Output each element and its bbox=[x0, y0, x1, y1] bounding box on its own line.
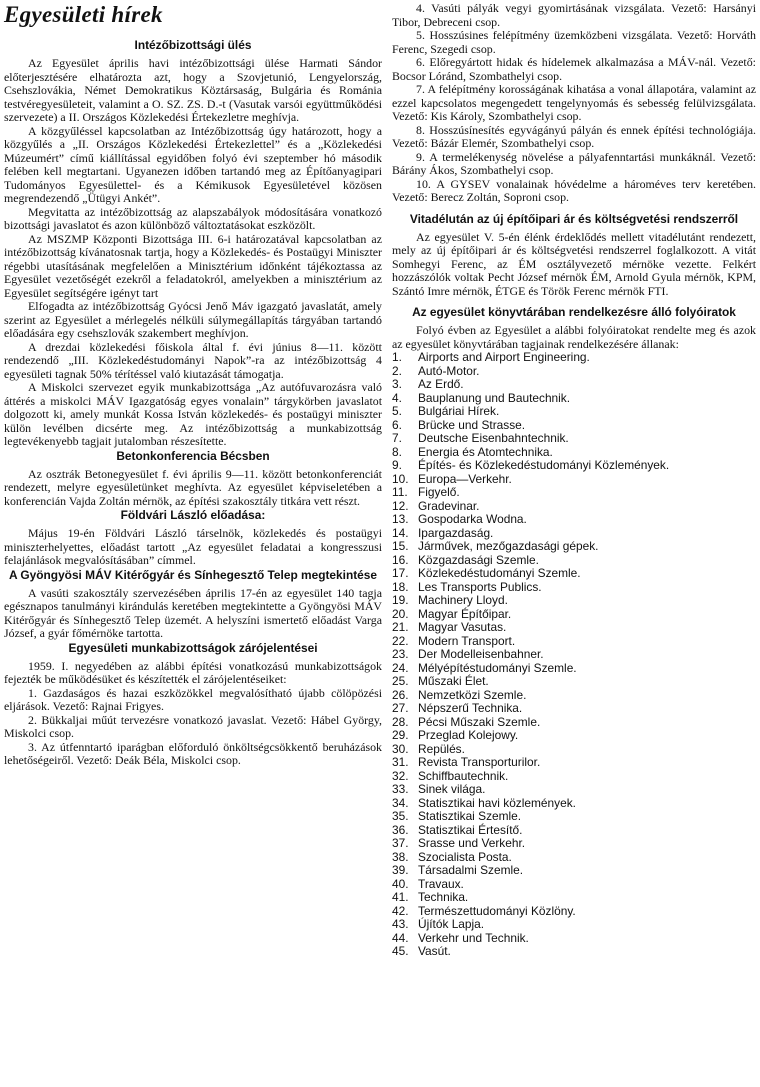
journal-title: Autó-Motor. bbox=[418, 363, 480, 378]
journal-number: 25. bbox=[392, 674, 409, 688]
paragraph: Az MSZMP Központi Bizottsága III. 6-i határozatával kapcsolatban az intézőbizottság kívánatosnak tartja, hogy a Közlekedés- és Postaügyi Miniszter régebbi utasításának megfelelően a Minisztérium időnként tájékoztassa az Egyesület vezetőségét ezekről a feladatokról, amelyekben a minisztérium az Egyesület segítségére igényt tart bbox=[4, 231, 382, 300]
section-heading: Az egyesület könyvtárában rendelkezésre álló folyóiratok bbox=[412, 305, 736, 319]
journal-list-item bbox=[392, 743, 756, 757]
journal-number: 35. bbox=[392, 809, 409, 823]
journal-list-item bbox=[392, 810, 756, 824]
journal-number: 22. bbox=[392, 633, 409, 648]
journal-list-item bbox=[392, 459, 756, 473]
journal-list-item bbox=[392, 851, 756, 865]
section-intezobizottsagi-ules bbox=[4, 38, 382, 449]
journal-list bbox=[392, 351, 756, 959]
journal-list-item bbox=[392, 864, 756, 878]
journal-number: 40. bbox=[392, 876, 409, 891]
journal-title: Nemzetközi Szemle. bbox=[418, 687, 527, 702]
journal-list-item bbox=[392, 675, 756, 689]
journal-title: Pécsi Műszaki Szemle. bbox=[418, 714, 541, 729]
journal-number: 15. bbox=[392, 539, 409, 553]
journal-list-item bbox=[392, 432, 756, 446]
journal-list-item bbox=[392, 594, 756, 608]
journal-list-item bbox=[392, 756, 756, 770]
journal-number: 42. bbox=[392, 903, 409, 918]
paragraph: A vasúti szakosztály szervezésében április 17-én az egyesület 140 tagja egésznapos tanulmányi kirándulás keretében megtekintette a Gyöngyösi MÁV Kitérőgyár és Sínhegesztő Telep üzemét. A helyszíni ismertető előadást Varga József, a gyár főmérnöke tartotta. bbox=[4, 585, 382, 640]
journal-list-item bbox=[392, 567, 756, 581]
journal-number: 44. bbox=[392, 930, 409, 945]
section-heading: Földvári László előadása: bbox=[120, 508, 266, 522]
journal-title: Építés- és Közlekedéstudományi Közlemények. bbox=[418, 458, 670, 472]
journal-number: 5. bbox=[392, 404, 402, 418]
journal-number: 30. bbox=[392, 741, 409, 756]
journal-number: 2. bbox=[392, 363, 402, 378]
journal-number: 33. bbox=[392, 782, 409, 796]
journal-list-item bbox=[392, 540, 756, 554]
journal-number: 18. bbox=[392, 579, 409, 594]
journal-title: Újítók Lapja. bbox=[418, 917, 485, 931]
journal-number: 11. bbox=[392, 485, 408, 499]
journal-title: Gradevinar. bbox=[418, 498, 480, 513]
paragraph: Május 19-én Földvári László társelnök, közlekedés és postaügyi miniszterhelyettes, előadást tartott „Az egyesület feladatai a kongresszusi felajánlások megvalósításában” címmel. bbox=[4, 526, 382, 567]
journal-number: 45. bbox=[392, 944, 409, 958]
journal-list-item bbox=[392, 446, 756, 460]
right-column bbox=[392, 2, 756, 959]
journal-list-item bbox=[392, 729, 756, 743]
list-item: 7. A felépítmény korosságának kihatása a vonal állapotára, valamint az ezzel kapcsolatos megengedett tengelynyomás és sebesség felülvizsgálata. Vezető: Kis Károly, Szombathelyi csop. bbox=[392, 82, 756, 123]
journal-list-item bbox=[392, 500, 756, 514]
journal-number: 39. bbox=[392, 863, 409, 877]
journal-title: Srasse und Verkehr. bbox=[418, 836, 526, 850]
journal-list-item bbox=[392, 891, 756, 905]
journal-number: 28. bbox=[392, 714, 409, 729]
journal-list-item bbox=[392, 702, 756, 716]
journal-title: Przeglad Kolejowy. bbox=[418, 728, 519, 742]
journal-title: Europa—Verkehr. bbox=[418, 471, 512, 486]
section-munkabizottsagok bbox=[4, 641, 382, 768]
journal-list-item bbox=[392, 918, 756, 932]
paragraph: 2. Bükkaljai műút tervezésre vonatkozó javaslat. Vezető: Hábel György, Miskolci csop. bbox=[4, 712, 382, 740]
journal-title: Mélyépítéstudományi Szemle. bbox=[418, 660, 577, 675]
journal-number: 17. bbox=[392, 566, 409, 580]
journal-number: 31. bbox=[392, 755, 409, 769]
journal-title: Gospodarka Wodna. bbox=[418, 512, 527, 526]
paragraph: A közgyűléssel kapcsolatban az Intézőbizottság úgy határozott, hogy a közgyűlés a „II. Országos Közlekedési Értekezlettel” és a „Közlekedési Múzeumért” című kiállítással egyidőben folyó évi szeptember hó második felében kell megtartani. Ugyanezen időben tartandó meg az Építőanyagipari Tudományos Egyesülettel- és a Kémikusok Egyesületével közösen megrendezendő „Ütügyi Ankét”. bbox=[4, 123, 382, 205]
paragraph: 1959. I. negyedében az alábbi építési vonatkozású munkabizottságok fejezték be működésüket és készítették el zárójelentéseiket: bbox=[4, 658, 382, 686]
journal-list-item bbox=[392, 527, 756, 541]
journal-list-item bbox=[392, 797, 756, 811]
section-heading: Betonkonferencia Bécsben bbox=[116, 448, 270, 463]
section-foldvari-eloadas bbox=[4, 508, 382, 568]
paragraph: Elfogadta az intézőbizottság Gyócsi Jenő Máv igazgató javaslatát, amely szerint az Egyesület a mérlegelés nélküli súlymegállapítás tárgyában tartandó előadására egy csehszlovák szakembert meghívjon. bbox=[4, 299, 382, 340]
journal-list-item bbox=[392, 635, 756, 649]
section-betonkonferencia bbox=[4, 449, 382, 509]
journal-title: Airports and Airport Engineering. bbox=[418, 350, 590, 364]
journal-title: Az Erdő. bbox=[418, 377, 464, 391]
journal-list-item bbox=[392, 392, 756, 406]
paragraph: A Miskolci szervezet egyik munkabizottsága „Az autófuvarozásra való áttérés a miskolci MÁV Igazgatóság egyes vonalain” tárgykörben javaslatot dolgozott ki, amely munkát Kossa István közlekedés- és postaügyi miniszter külön levélben dicsérte meg. Az intézőbizottság a munkabizottság legtevékenyebb tagjait jutalomban részesítette. bbox=[4, 380, 382, 448]
paragraph: 3. Az útfenntartó iparágban előforduló önköltségcsökkentő beruházások lehetőségeiről. Vezető: Deák Béla, Miskolci csop. bbox=[4, 739, 382, 767]
journal-list-item bbox=[392, 945, 756, 959]
journal-number: 24. bbox=[392, 660, 409, 675]
journal-list-item bbox=[392, 365, 756, 379]
journal-number: 43. bbox=[392, 917, 409, 931]
journal-number: 7. bbox=[392, 431, 402, 445]
section-heading: Intézőbizottsági ülés bbox=[134, 38, 252, 52]
journal-number: 13. bbox=[392, 512, 409, 526]
journal-number: 37. bbox=[392, 836, 409, 850]
journal-number: 3. bbox=[392, 377, 402, 391]
journal-title: Der Modelleisenbahner. bbox=[418, 647, 544, 661]
list-item: 6. Előregyártott hidak és hídelemek alkalmazása a MÁV-nál. Vezető: Bocsor Lóránd, Szombathelyi csop. bbox=[392, 55, 756, 83]
journal-list-item bbox=[392, 419, 756, 433]
journal-list-item bbox=[392, 648, 756, 662]
paragraph: Az Egyesület április havi intézőbizottsági ülése Harmati Sándor előterjesztésére elhatározta azt, hogy a Szovjetunió, Lengyelország, Csehszlovákia, Német Demokratikus Köztársaság, Bulgária és Románia testvéregyesületeit, valamint a O. SZ. ZS. D.-t (Vasutak varsói együttműködési szervezete) a II. Országos Közlekedési Értekezletre meghívja. bbox=[4, 56, 382, 124]
journal-number: 27. bbox=[392, 701, 409, 715]
journal-title: Verkehr und Technik. bbox=[418, 930, 529, 945]
journal-number: 9. bbox=[392, 458, 402, 472]
journal-list-item bbox=[392, 554, 756, 568]
list-item: 4. Vasúti pályák vegyi gyomirtásának vizsgálata. Vezető: Harsányi Tibor, Debreceni csop. bbox=[392, 1, 756, 29]
journal-list-item bbox=[392, 473, 756, 487]
paragraph: Az egyesület V. 5-én élénk érdeklődés mellett vitadélutánt rendezett, mely az új építőipari ár és költségvetési rendszerrel foglalkozott. A vitát Somhegyi Ferenc, az ÉM osztályvezető mérnöke vezette. Felkért hozzászólók voltak Pecht József mérnök ÉM, Arnold Gyula mérnök, KPM, Szántó Imre mérnök, ÉTGE és Török Ferenc mérnök FTI. bbox=[392, 229, 756, 298]
journal-list-item bbox=[392, 486, 756, 500]
journal-number: 12. bbox=[392, 498, 409, 513]
journal-list-item bbox=[392, 878, 756, 892]
section-konyvtar-folyoiratok bbox=[392, 305, 756, 959]
journal-number: 1. bbox=[392, 350, 402, 364]
journal-list-item bbox=[392, 905, 756, 919]
section-heading: A Gyöngyösi MÁV Kitérőgyár és Sínhegesztő Telep megtekintése bbox=[8, 567, 378, 582]
journal-number: 32. bbox=[392, 768, 409, 783]
journal-title: Népszerű Technika. bbox=[418, 701, 523, 715]
journal-list-item bbox=[392, 824, 756, 838]
journal-list-item bbox=[392, 608, 756, 622]
journal-number: 23. bbox=[392, 647, 409, 661]
journal-title: Műszaki Élet. bbox=[418, 674, 489, 688]
journal-title: Statisztikai Szemle. bbox=[418, 809, 522, 823]
journal-number: 6. bbox=[392, 417, 402, 432]
journal-title: Les Transports Publics. bbox=[418, 579, 542, 594]
journal-list-item bbox=[392, 716, 756, 730]
journal-number: 16. bbox=[392, 552, 409, 567]
journal-title: Szocialista Posta. bbox=[418, 849, 512, 864]
journal-title: Magyar Építőipar. bbox=[418, 606, 512, 621]
journal-title: Modern Transport. bbox=[418, 633, 516, 648]
journal-title: Brücke und Strasse. bbox=[418, 417, 526, 432]
journal-list-item bbox=[392, 662, 756, 676]
journal-number: 29. bbox=[392, 728, 409, 742]
journal-title: Energia és Atomtechnika. bbox=[418, 444, 553, 459]
journal-title: Közgazdasági Szemle. bbox=[418, 552, 539, 567]
section-heading: Egyesületi munkabizottságok zárójelentései bbox=[68, 640, 318, 655]
section-heading: Vitadélután az új építőipari ár és költségvetési rendszerről bbox=[409, 211, 739, 226]
list-item: 10. A GYSEV vonalainak hóvédelme a hároméves terv keretében. Vezető: Berecz Zoltán, Soproni csop. bbox=[392, 176, 756, 204]
journal-list-item bbox=[392, 783, 756, 797]
journal-number: 36. bbox=[392, 822, 409, 837]
journal-title: Figyelő. bbox=[418, 485, 460, 499]
journal-title: Bulgáriai Hírek. bbox=[418, 404, 500, 418]
journal-title: Schiffbautechnik. bbox=[418, 768, 509, 783]
journal-list-item bbox=[392, 621, 756, 635]
journal-number: 19. bbox=[392, 593, 409, 607]
journal-list-item bbox=[392, 513, 756, 527]
journal-number: 10. bbox=[392, 471, 409, 486]
journal-title: Társadalmi Szemle. bbox=[418, 863, 524, 877]
journal-title: Közlekedéstudományi Szemle. bbox=[418, 566, 581, 580]
journal-list-item bbox=[392, 770, 756, 784]
paragraph: Folyó évben az Egyesület a alábbi folyóiratokat rendelte meg és azok az egyesület könyvtárában tagjainak rendelkezésére állanak: bbox=[392, 323, 756, 351]
journal-title: Statisztikai Értesítő. bbox=[418, 822, 523, 837]
journal-title: Magyar Vasutas. bbox=[418, 620, 507, 634]
journal-title: Revista Transporturilor. bbox=[418, 755, 541, 769]
list-item: 5. Hosszúsines felépítmény üzemközbeni vizsgálata. Vezető: Horváth Ferenc, Szegedi csop. bbox=[392, 28, 756, 56]
journal-number: 21. bbox=[392, 620, 409, 634]
paragraph: A drezdai közlekedési főiskola által f. évi június 8—11. között rendezendő „III. Közlekedéstudományi Napok”-ra az intézőbizottság 4 egyesületi tagnak 50% térítéssel való kiutazását támogatja. bbox=[4, 339, 382, 381]
journal-title: Járművek, mezőgazdasági gépek. bbox=[418, 539, 599, 553]
journal-number: 38. bbox=[392, 849, 409, 864]
journal-title: Természettudományi Közlöny. bbox=[418, 903, 576, 918]
list-item: 8. Hosszúsínesítés egyvágányú pályán és ennek építési technológiája. Vezető: Bázár Elemér, Szombathelyi csop. bbox=[392, 122, 756, 150]
journal-title: Deutsche Eisenbahntechnik. bbox=[418, 431, 569, 445]
committee-list bbox=[392, 2, 756, 205]
section-vitadelutan bbox=[392, 212, 756, 299]
journal-list-item bbox=[392, 581, 756, 595]
journal-number: 14. bbox=[392, 525, 409, 540]
journal-title: Vasút. bbox=[418, 944, 451, 958]
section-gyongyosi-kitero bbox=[4, 568, 382, 641]
journal-title: Machinery Lloyd. bbox=[418, 593, 508, 607]
journal-list-item bbox=[392, 837, 756, 851]
journal-number: 8. bbox=[392, 444, 402, 459]
journal-list-item bbox=[392, 405, 756, 419]
journal-number: 26. bbox=[392, 687, 409, 702]
journal-title: Ipargazdaság. bbox=[418, 525, 494, 540]
journal-list-item bbox=[392, 378, 756, 392]
journal-number: 34. bbox=[392, 795, 409, 810]
journal-title: Bauplanung und Bautechnik. bbox=[418, 390, 571, 405]
journal-title: Statisztikai havi közlemények. bbox=[418, 795, 576, 810]
journal-list-item bbox=[392, 351, 756, 365]
journal-number: 4. bbox=[392, 390, 402, 405]
journal-list-item bbox=[392, 689, 756, 703]
paragraph: Az osztrák Betonegyesület f. évi április 9—11. között betonkonferenciát rendezett, melyre egyesületünket meghívta. Az egyesület képviseletében a konferencián Vajda Zoltán mérnök, az építési szakosztály titkára vett részt. bbox=[4, 466, 382, 508]
journal-title: Repülés. bbox=[418, 741, 465, 756]
paragraph: Megvitatta az intézőbizottság az alapszabályok módosítására vonatkozó bizottsági javaslatot és azon különböző változtatásokat eszközölt. bbox=[4, 204, 382, 232]
masthead-title: Egyesületi hírek bbox=[4, 2, 163, 27]
journal-number: 20. bbox=[392, 606, 409, 621]
paragraph: 1. Gazdaságos és hazai eszközökkel megvalósítható újabb cölöpözési eljárások. Vezető: Rajnai Frigyes. bbox=[4, 685, 382, 713]
list-item: 9. A termelékenység növelése a pályafenntartási munkáknál. Vezető: Bárány Ákos, Szombathelyi csop. bbox=[392, 149, 756, 177]
journal-title: Travaux. bbox=[418, 876, 464, 891]
left-column bbox=[4, 38, 382, 768]
journal-title: Sinek világa. bbox=[418, 782, 486, 796]
journal-number: 41. bbox=[392, 890, 409, 904]
journal-title: Technika. bbox=[418, 890, 469, 904]
journal-list-item bbox=[392, 932, 756, 946]
